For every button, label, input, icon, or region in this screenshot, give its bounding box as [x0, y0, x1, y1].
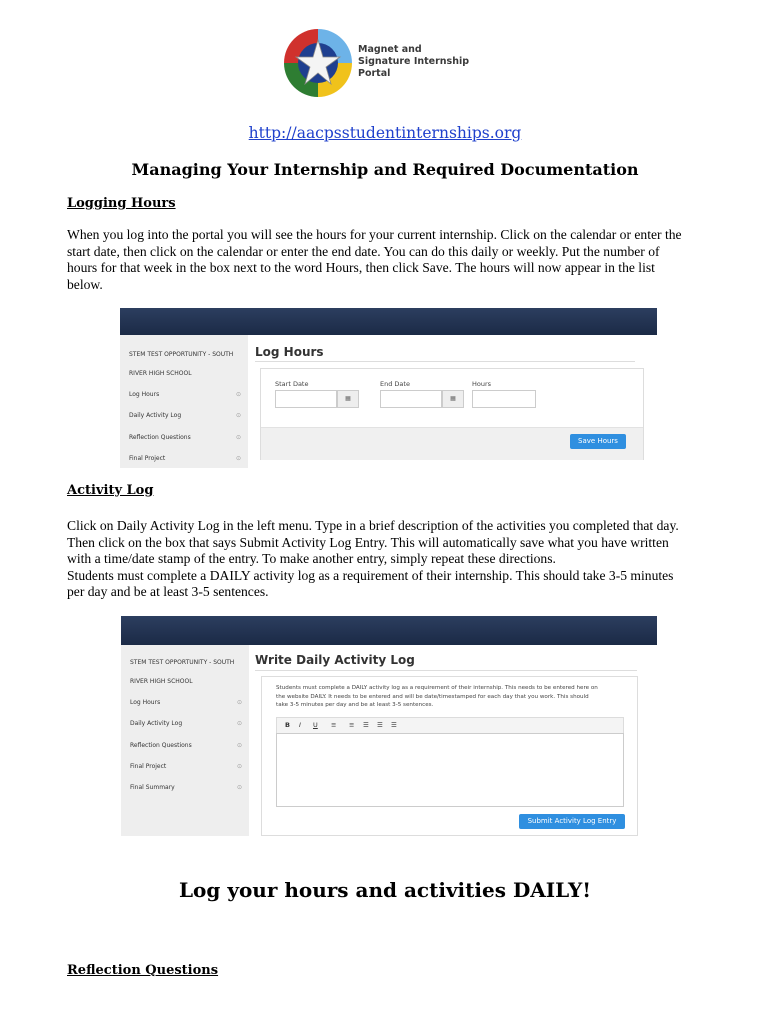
sidebar-item-log-hours[interactable] [130, 699, 242, 706]
logo-line: Magnet and [358, 44, 422, 55]
portal-link[interactable]: http://aacpsstudentinternships.org [248, 124, 522, 142]
sidebar-item-label: Final Project [129, 455, 166, 462]
chevron-icon: ⊙ [235, 391, 241, 398]
end-date-field[interactable] [380, 390, 442, 408]
logging-hours-heading: Logging Hours [67, 196, 176, 211]
sidebar-item-label: Final Summary [130, 784, 175, 791]
chevron-icon: ⊙ [236, 763, 242, 770]
paragraph-line: start date, then click on the calendar or enter the end date. You can do this daily or weekly. Put the number of [67, 243, 660, 259]
sidebar-item-daily-activity-log[interactable] [130, 720, 242, 727]
sidebar-item-final-project[interactable] [129, 455, 241, 462]
calendar-icon[interactable]: ▦ [442, 390, 464, 408]
chevron-icon: ⊙ [235, 434, 241, 441]
instruction-line: Students must complete a DAILY activity log as a requirement of their internship. This needs to be entered here on [276, 685, 598, 691]
star-circle-logo-icon [283, 28, 353, 98]
indent-icon[interactable]: ☰ [391, 721, 397, 729]
hours-field[interactable] [472, 390, 536, 408]
sidebar-item-reflection-questions[interactable] [129, 434, 241, 441]
log-hours-form [260, 368, 644, 460]
sidebar-title: RIVER HIGH SCHOOL [130, 678, 193, 685]
chevron-icon: ⊙ [235, 455, 241, 462]
paragraph-line: per day and be at least 3-5 sentences. [67, 584, 269, 600]
log-hours-heading: Log Hours [255, 345, 324, 359]
chevron-icon: ⊙ [236, 742, 242, 749]
activity-log-heading: Activity Log [67, 483, 154, 498]
paragraph-line: Students must complete a DAILY activity log as a requirement of their internship. This should take 3-5 minutes [67, 567, 674, 583]
logging-hours-paragraph [67, 227, 682, 293]
divider [255, 670, 637, 671]
chevron-icon: ⊙ [236, 699, 242, 706]
save-hours-button[interactable]: Save Hours [570, 434, 626, 449]
logo-text [358, 44, 498, 80]
sidebar-item-label: Reflection Questions [130, 742, 192, 749]
instruction-line: the website DAILY. It needs to be entered and will be date/timestamped for each day that you work. This should [276, 693, 589, 700]
paragraph-line: with a time/date stamp of the entry. To make another entry, simply repeat these directions. [67, 551, 556, 567]
sidebar [121, 645, 249, 836]
sidebar-item-final-project[interactable] [130, 763, 242, 770]
sidebar-item-reflection-questions[interactable] [130, 742, 242, 749]
sidebar [120, 335, 248, 468]
paragraph-line: Then click on the box that says Submit Activity Log Entry. This will automatically save what you have written [67, 534, 669, 550]
align-left-icon[interactable]: ≡ [331, 721, 337, 729]
numbered-list-icon[interactable]: ☰ [377, 721, 383, 729]
sidebar-item-label: Daily Activity Log [129, 412, 182, 419]
sidebar-item-daily-activity-log[interactable] [129, 412, 241, 419]
instruction-line: take 3-5 minutes per day and be at least 3-5 sentences. [276, 702, 434, 708]
editor-toolbar [276, 717, 624, 734]
start-date-label: Start Date [275, 380, 309, 388]
italic-button[interactable]: I [299, 721, 301, 729]
sidebar-item-label: Reflection Questions [129, 434, 191, 441]
paragraph-line: hours for that week in the box next to the word Hours, then click Save. The hours will now appear in the list [67, 260, 655, 276]
start-date-field[interactable] [275, 390, 337, 408]
sidebar-title: RIVER HIGH SCHOOL [129, 370, 192, 377]
activity-log-heading: Write Daily Activity Log [255, 653, 415, 667]
end-date-label: End Date [380, 380, 410, 388]
divider [255, 361, 635, 362]
underline-button[interactable]: U [313, 721, 318, 729]
calendar-icon[interactable]: ▦ [337, 390, 359, 408]
chevron-icon: ⊙ [236, 720, 242, 727]
top-nav-bar [121, 616, 657, 645]
chevron-icon: ⊙ [235, 412, 241, 419]
form-footer [261, 427, 643, 460]
bullet-list-icon[interactable]: ☰ [363, 721, 369, 729]
hours-label: Hours [472, 380, 492, 388]
top-nav-bar [120, 308, 657, 335]
log-hours-screenshot [120, 308, 657, 468]
activity-log-textarea[interactable] [276, 733, 624, 807]
sidebar-item-label: Final Project [130, 763, 167, 770]
paragraph-line: When you log into the portal you will see the hours for your current internship. Click on the calendar or enter the [67, 227, 682, 242]
paragraph-line: below. [67, 276, 103, 292]
reflection-questions-heading: Reflection Questions [67, 963, 219, 978]
activity-log-instructions [276, 684, 598, 710]
activity-log-screenshot [121, 616, 657, 836]
sidebar-item-final-summary[interactable] [130, 784, 242, 791]
activity-log-form [261, 676, 638, 836]
bold-button[interactable]: B [285, 721, 290, 729]
sidebar-item-log-hours[interactable] [129, 391, 241, 398]
paragraph-line: Click on Daily Activity Log in the left menu. Type in a brief description of the activities you completed that day. [67, 518, 679, 533]
align-center-icon[interactable]: ≡ [349, 721, 355, 729]
activity-log-paragraph [67, 518, 679, 601]
sidebar-title: STEM TEST OPPORTUNITY - SOUTH [130, 659, 235, 666]
sidebar-item-label: Daily Activity Log [130, 720, 183, 727]
logo-line: Portal [358, 68, 391, 79]
sidebar-title: STEM TEST OPPORTUNITY - SOUTH [129, 351, 234, 358]
logo-line: Signature Internship [358, 56, 470, 67]
daily-callout: Log your hours and activities DAILY! [178, 878, 591, 902]
chevron-icon: ⊙ [236, 784, 242, 791]
sidebar-item-label: Log Hours [130, 699, 161, 706]
page-title: Managing Your Internship and Required Documentation [131, 160, 639, 179]
sidebar-item-label: Log Hours [129, 391, 160, 398]
submit-activity-log-button[interactable]: Submit Activity Log Entry [519, 814, 625, 829]
